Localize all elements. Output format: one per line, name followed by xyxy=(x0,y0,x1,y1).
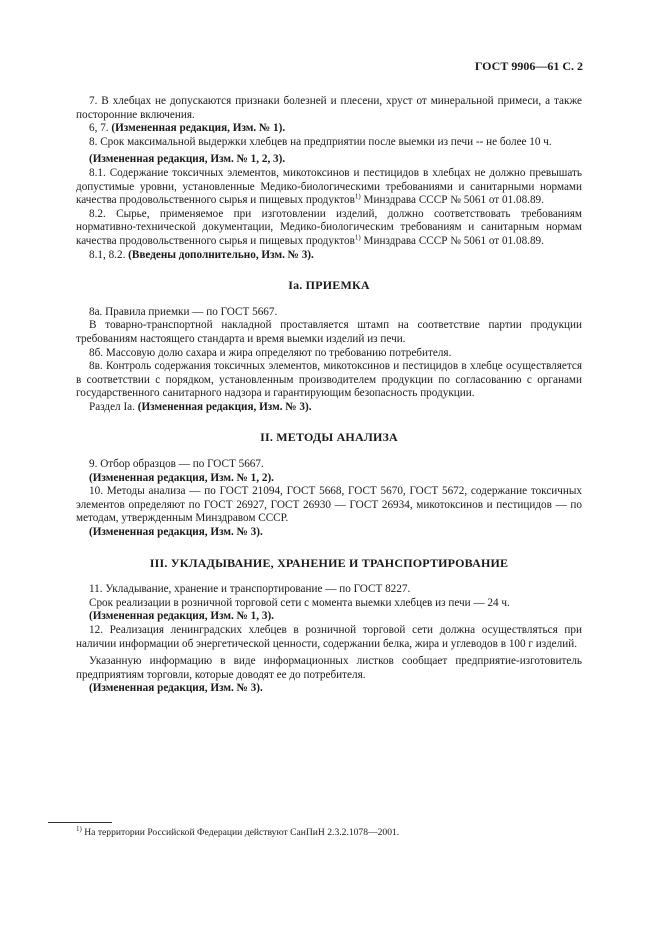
paragraph-12-2: Указанную информацию в виде информационных листков сообщает предприятие-изготовитель предприятиям торговли, которые доводят ее до потребителя. xyxy=(76,655,582,681)
paragraph-11: 11. Укладывание, хранение и транспортирование — по ГОСТ 8227. xyxy=(89,583,411,596)
paragraph-10: 10. Методы анализа — по ГОСТ 21094, ГОСТ 5668, ГОСТ 5670, ГОСТ 5672, содержание токсичных элементов определяют по ГОСТ 26927, ГОСТ 26930 — ГОСТ 26934, микотоксинов и пестицидов — по методам, утвержденным Минздравом СССР. xyxy=(76,485,582,525)
paragraph-8-1: 8.1. Содержание токсичных элементов, микотоксинов и пестицидов в хлебцах не должно превышать допустимые уровни, установленные Медико-биологическими требованиями и санитарными нормами качества продовольственного сырья и пищевых продуктов$^{1)}$ Минздрава СССР № 5061 от 01.08.89. xyxy=(76,166,582,207)
paragraph-12-note: (Измененная редакция, Изм. № 3). xyxy=(89,682,263,695)
footnote-divider xyxy=(48,822,112,823)
paragraph-6-7-note: 6, 7. (Измененная редакция, Изм. № 1). xyxy=(89,122,286,135)
paragraph-7: 7. В хлебцах не допускаются признаки болезней и плесени, хруст от минеральной примеси, а также посторонние включения. xyxy=(76,95,582,121)
section-heading-priemka: Iа. ПРИЕМКА xyxy=(288,278,370,293)
paragraph-10-note: (Измененная редакция, Изм. № 3). xyxy=(89,526,263,539)
paragraph-11-note: (Измененная редакция, Изм. № 1, 3). xyxy=(89,610,274,623)
paragraph-razdel-note: Раздел Iа. (Измененная редакция, Изм. № 3). xyxy=(89,400,312,413)
paragraph-8v: 8в. Контроль содержания токсичных элементов, микотоксинов и пестицидов в хлебце осуществляется в соответствии с порядком, установленным производителем продукции по согласованию с органами государственного санитарного надзора и гарантирующим безопасность продукции. xyxy=(76,360,582,400)
page-header: ГОСТ 9906—61 С. 2 xyxy=(474,59,583,73)
paragraph-8b: 8б. Массовую долю сахара и жира определяют по требованию потребителя. xyxy=(89,346,452,359)
paragraph-8-note: (Измененная редакция, Изм. № 1, 2, 3). xyxy=(89,153,286,166)
paragraph-8a-2: В товарно-транспортной накладной проставляется штамп на соответствие партии продукции требованиям настоящего стандарта и время выемки изделий из печи. xyxy=(76,319,582,345)
paragraph-11-2: Срок реализации в розничной торговой сети с момента выемки хлебцев из печи — 24 ч. xyxy=(89,596,510,609)
paragraph-8-1-8-2-note: 8.1, 8.2. (Введены дополнительно, Изм. № 3). xyxy=(89,248,314,261)
paragraph-8-2: 8.2. Сырье, применяемое при изготовлении изделий, должно соответствовать требованиям нормативно-технической документации, Медико-биологическим требованиям и санитарным нормам качества продовольственного сырья и пищевых продуктов$^{1)}$ Минздрава СССР № 5061 от 01.08.89. xyxy=(76,207,582,247)
section-heading-ukladyvanie: III. УКЛАДЫВАНИЕ, ХРАНЕНИЕ И ТРАНСПОРТИРОВАНИЕ xyxy=(149,555,509,570)
section-heading-metody: II. МЕТОДЫ АНАЛИЗА xyxy=(260,430,398,445)
paragraph-12: 12. Реализация ленинградских хлебцев в розничной торговой сети должна осуществляться при наличии информации об энергетической ценности, содержании белка, жира и углеводов в 100 г изделий. xyxy=(76,624,582,650)
paragraph-8: 8. Срок максимальной выдержки хлебцев на предприятии после выемки из печи -- не более 10 ч. xyxy=(89,135,552,148)
page-content xyxy=(76,95,582,696)
paragraph-8a: 8а. Правила приемки — по ГОСТ 5667. xyxy=(89,305,278,318)
footnote: $^{1)}$ На территории Российской Федерации действуют СанПиН 2.3.2.1078—2001. xyxy=(76,824,400,838)
paragraph-9-note: (Измененная редакция, Изм. № 1, 2). xyxy=(89,471,274,484)
paragraph-9: 9. Отбор образцов — по ГОСТ 5667. xyxy=(89,458,264,471)
